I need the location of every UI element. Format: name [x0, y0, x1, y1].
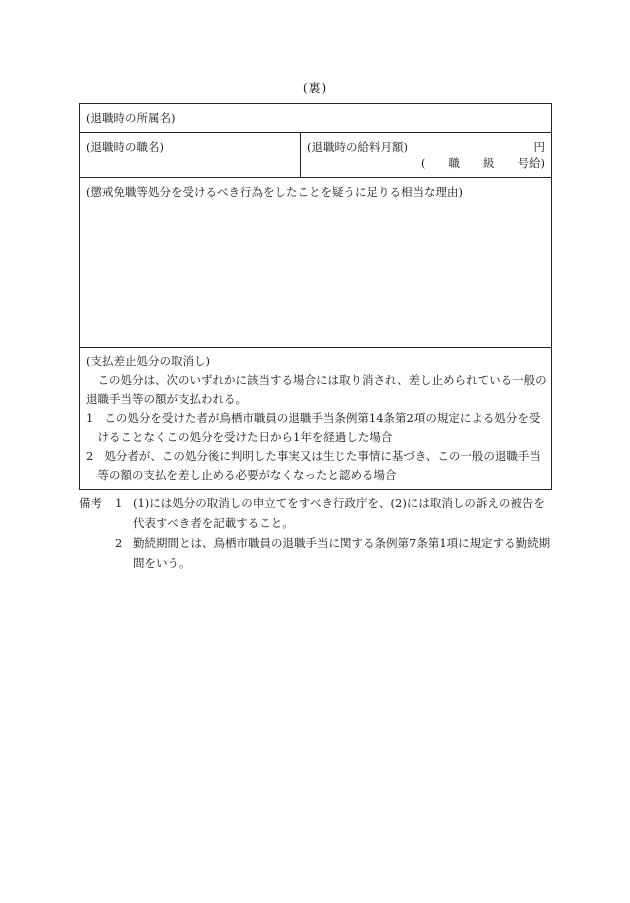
note-text: 勤続期間とは、鳥栖市職員の退職手当に関する条例第7条第1項に規定する勤続期間をいう。 [133, 536, 551, 571]
row-department [80, 104, 551, 133]
cell-position [80, 133, 301, 177]
note-item [79, 493, 555, 533]
row-position-salary [80, 133, 551, 178]
cancel-item [86, 447, 547, 485]
cancel-item-number: 1 [86, 410, 94, 425]
salary-unit: 円 [533, 140, 545, 154]
reason-label: (懲戒免職等処分を受けるべき行為をしたことを疑うに足りる相当な理由) [86, 185, 463, 199]
page-heading: (裏) [302, 81, 328, 95]
cancel-item-text: 処分者が、この処分後に判明した事実又は生じた事情に基づき、この一般の退職手当等の額の支払を差し止める必要がなくなったと認める場合 [97, 448, 541, 482]
position-label: (退職時の職名) [86, 140, 164, 154]
cancel-item [86, 409, 547, 447]
row-cancellation [80, 348, 551, 489]
department-label: (退職時の所属名) [86, 111, 176, 125]
row-reason [80, 178, 551, 348]
cancel-item-text: この処分を受けた者が鳥栖市職員の退職手当条例第14条第2項の規定による処分を受けることなくこの処分を受けた日から1年を経過した場合 [97, 410, 541, 444]
note-number: 1 [115, 496, 123, 510]
cancel-title: (支払差止処分の取消し) [86, 354, 210, 368]
notes-label: 備考 [79, 496, 102, 510]
cancel-intro: この処分は、次のいずれかに該当する場合には取り消され、差し止められている一般の退職手当等の額が支払われる。 [86, 372, 547, 406]
note-number: 2 [115, 536, 123, 551]
cancel-item-number: 2 [86, 448, 94, 463]
severance-suspension-form [79, 103, 552, 490]
cell-salary [301, 133, 551, 177]
salary-label: (退職時の給料月額) [307, 140, 408, 154]
notes-label-spacer [79, 533, 115, 573]
note-text: (1)には処分の取消しの申立てをすべき行政庁を、(2)には取消しの訴えの被告を代表すべき者を記載すること。 [133, 496, 545, 531]
notes-section [79, 493, 555, 574]
grade-line: ( 職 級 号給) [421, 156, 545, 170]
note-item [79, 533, 555, 573]
